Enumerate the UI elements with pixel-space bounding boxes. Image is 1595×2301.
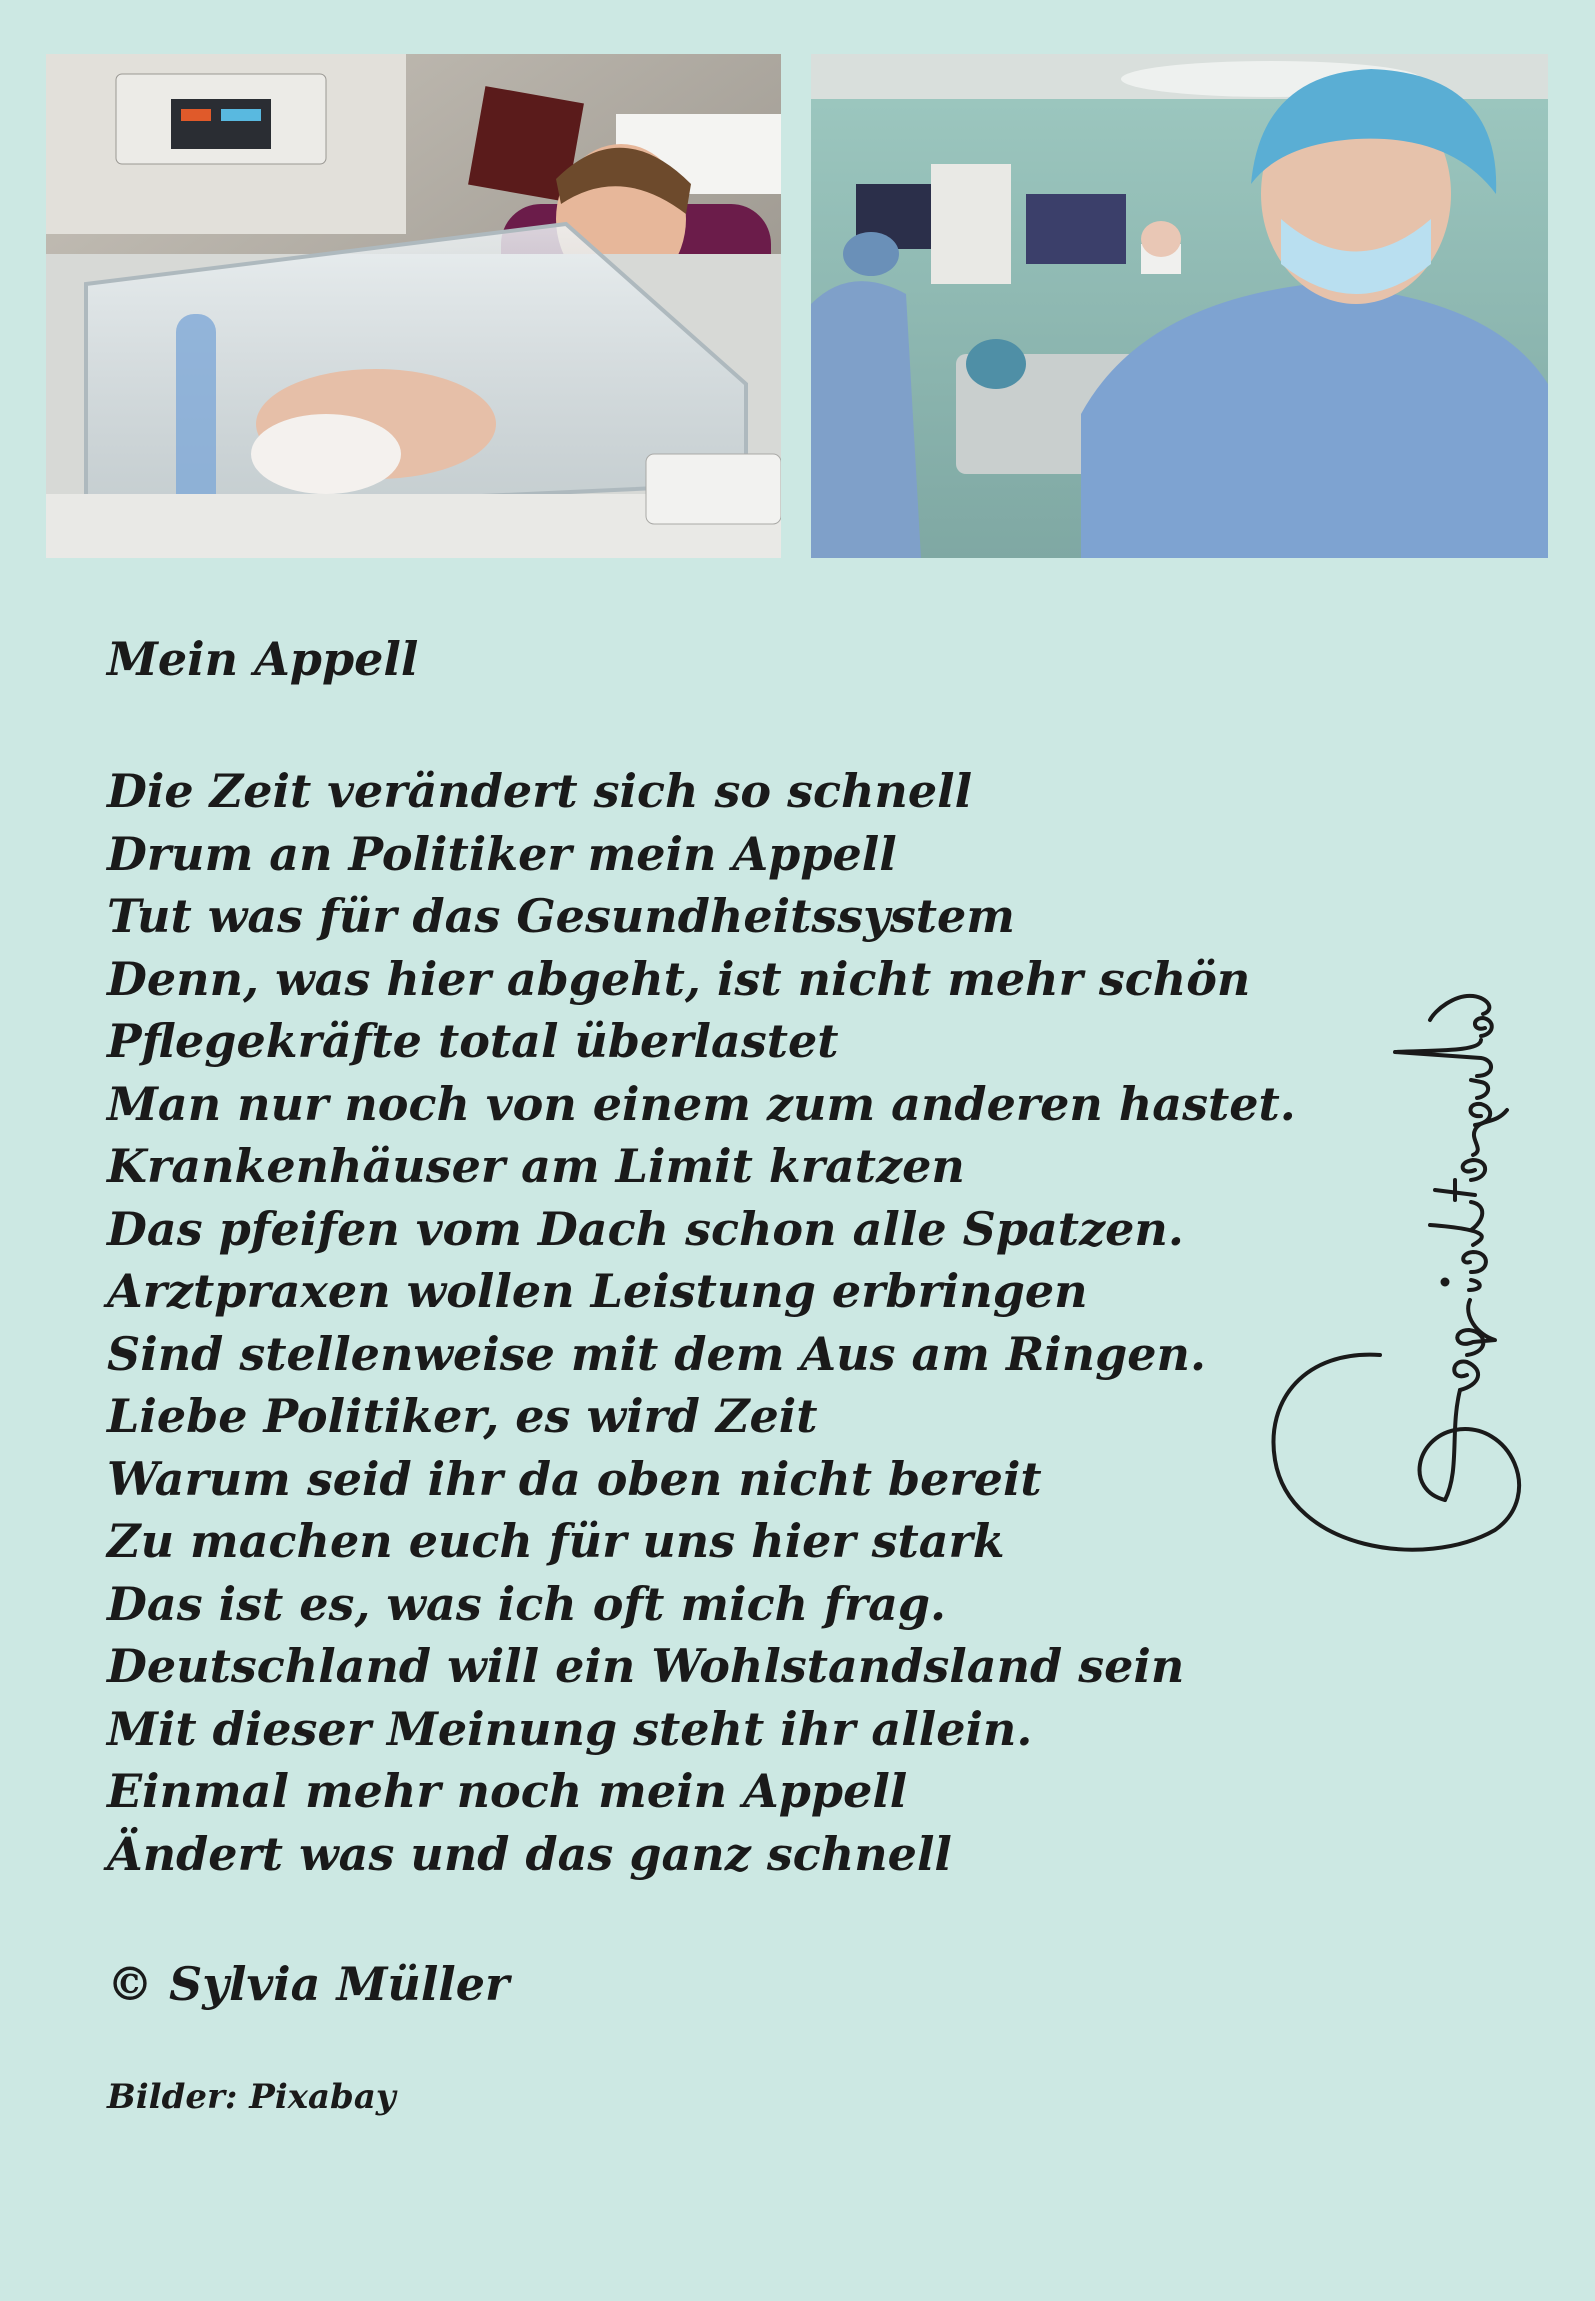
poem-title: Mein Appell [107,632,419,686]
signature-logo [1245,990,1535,1590]
image-credits: Bilder: Pixabay [107,2077,396,2117]
poem-line: Pflegekräfte total überlastet [107,1014,839,1068]
poem-line: Zu machen euch für uns hier stark [107,1514,1005,1568]
poem-line: Einmal mehr noch mein Appell [107,1764,908,1818]
poem-line: Krankenhäuser am Limit kratzen [107,1139,965,1193]
surgical-nurse-photo [811,54,1548,558]
poem-lines [107,760,1296,1885]
author-credit: © Sylvia Müller [107,1957,510,2011]
poem-line: Liebe Politiker, es wird Zeit [107,1389,818,1443]
poem-line: Arztpraxen wollen Leistung erbringen [107,1264,1088,1318]
poem-line: Man nur noch von einem zum anderen hastet. [107,1076,1296,1131]
poem-line: Die Zeit verändert sich so schnell [107,764,973,818]
poem-line: Deutschland will ein Wohlstandsland sein [107,1639,1185,1693]
poem-block [107,628,1296,2119]
poem-line: Mit dieser Meinung steht ihr allein. [107,1701,1033,1756]
poem-line: Ändert was und das ganz schnell [107,1826,952,1881]
poem-line: Das ist es, was ich oft mich frag. [107,1576,947,1631]
poem-line: Drum an Politiker mein Appell [107,826,897,881]
poem-line: Denn, was hier abgeht, ist nicht mehr schön [107,951,1251,1006]
poem-line: Warum seid ihr da oben nicht bereit [107,1451,1042,1506]
nurse-with-incubator-photo [46,54,781,558]
poem-line: Sind stellenweise mit dem Aus am Ringen. [107,1326,1207,1381]
poem-line: Tut was für das Gesundheitssystem [107,889,1015,943]
poem-line: Das pfeifen vom Dach schon alle Spatzen. [107,1201,1184,1256]
